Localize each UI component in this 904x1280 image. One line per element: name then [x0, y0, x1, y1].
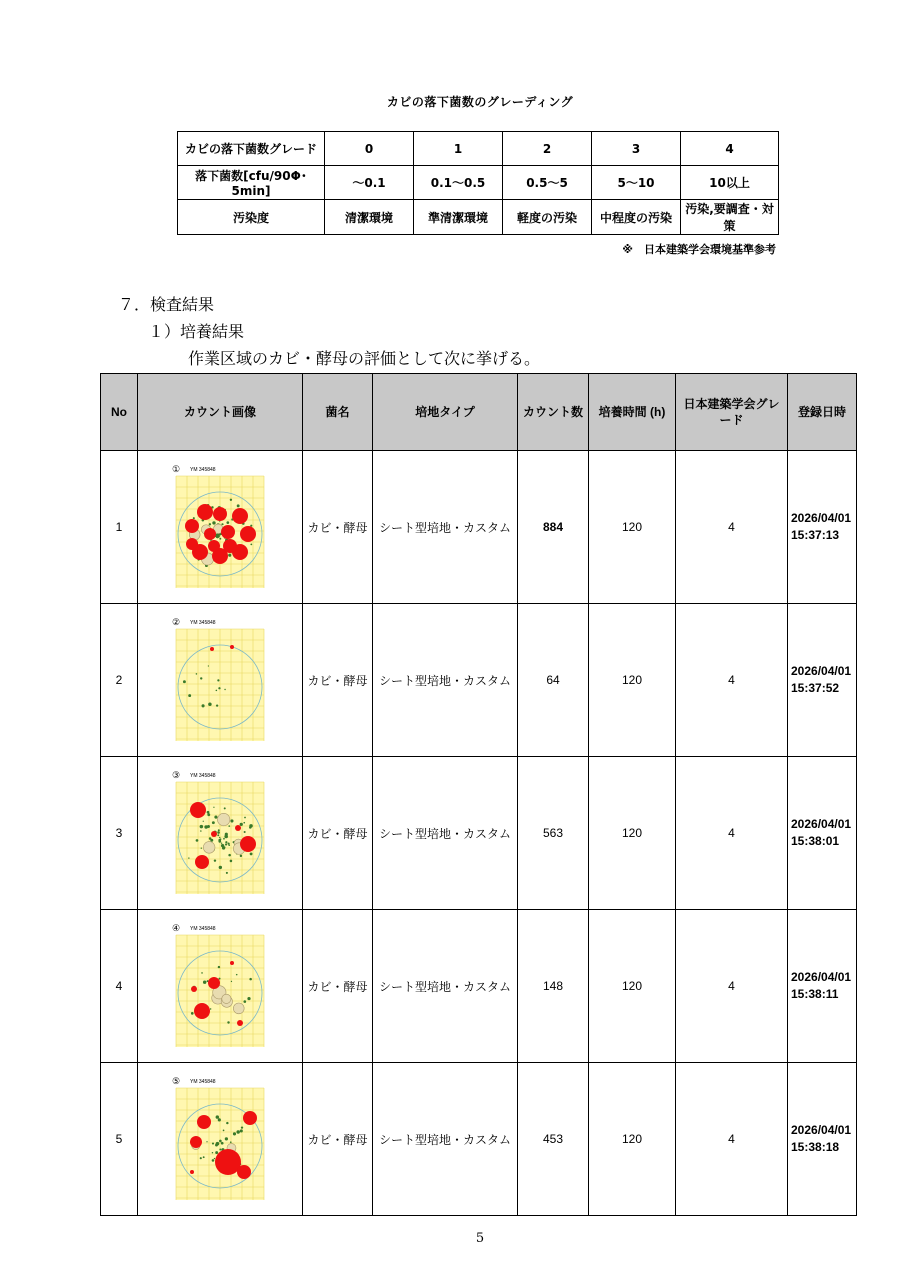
colony-speck — [236, 1130, 239, 1133]
cell-medium: シート型培地・カスタム — [373, 1063, 518, 1216]
colony-speck — [236, 974, 238, 976]
colony-speck — [219, 866, 222, 869]
cell-date — [788, 451, 857, 604]
colony-speck — [188, 857, 189, 858]
cell-date — [788, 604, 857, 757]
colony-red — [237, 1020, 243, 1026]
sheet-label: YM 345848 — [190, 467, 216, 473]
cell-grade: 4 — [676, 757, 788, 910]
colony-red — [237, 1165, 251, 1179]
section-description: 作業区域のカビ・酵母の評価として次に挙げる。 — [188, 349, 541, 368]
colony-speck — [206, 1141, 207, 1142]
grading-row-label: 汚染度 — [178, 200, 325, 235]
grading-cell: 5～10 — [592, 166, 681, 200]
header-name: 菌名 — [303, 374, 373, 451]
section-subheading: １）培養結果 — [148, 322, 245, 341]
sheet-label: YM 345848 — [190, 620, 216, 626]
colony-speck — [214, 816, 217, 819]
colony-speck — [228, 844, 230, 846]
colony-speck — [202, 704, 205, 707]
colony-red — [230, 961, 234, 965]
cell-count: 148 — [518, 910, 589, 1063]
colony-red — [211, 831, 217, 837]
colony-speck — [212, 1152, 213, 1153]
colony-speck — [216, 690, 218, 692]
petri-sheet-image — [170, 921, 270, 1051]
grading-cell: 0.5～5 — [503, 166, 592, 200]
header-grade: 日本建築学会グレード — [676, 374, 788, 451]
colony-speck — [209, 523, 211, 525]
colony-red — [235, 825, 241, 831]
colony-red — [197, 504, 213, 520]
colony-speck — [225, 841, 227, 843]
colony-speck — [240, 823, 243, 826]
header-hours: 培養時間 (h) — [589, 374, 676, 451]
colony-speck — [207, 813, 210, 816]
results-table — [100, 373, 857, 1216]
colony-speck — [240, 1129, 243, 1132]
colony-red — [190, 802, 206, 818]
colony-speck — [228, 554, 231, 557]
sample-mark: ④ — [172, 923, 181, 933]
colony-speck — [226, 1122, 228, 1124]
colony-speck — [210, 839, 213, 842]
cell-count: 884 — [518, 451, 589, 604]
colony-red — [240, 836, 256, 852]
colony-speck — [191, 1012, 194, 1015]
cell-no: 4 — [101, 910, 138, 1063]
sheet-label: YM 345848 — [190, 773, 216, 779]
colony-red — [208, 540, 220, 552]
cell-date — [788, 757, 857, 910]
colony-speck — [212, 1142, 214, 1144]
header-image: カウント画像 — [138, 374, 303, 451]
colony-speck — [214, 1158, 215, 1159]
cell-hours: 120 — [589, 910, 676, 1063]
colony-red — [190, 1170, 194, 1174]
grading-cell: 3 — [592, 132, 681, 166]
petri-sheet-image — [170, 615, 270, 745]
colony-red — [185, 519, 199, 533]
colony-speck — [193, 517, 195, 519]
colony-speck — [200, 1157, 202, 1159]
cell-name: カビ・酵母 — [303, 1063, 373, 1216]
grading-cell: 0.1～0.5 — [414, 166, 503, 200]
colony-red — [191, 986, 197, 992]
grading-cell: 10以上 — [681, 166, 779, 200]
colony-speck — [201, 847, 202, 848]
colony-speck — [183, 680, 186, 683]
header-medium: 培地タイプ — [373, 374, 518, 451]
colony-speck — [219, 837, 220, 838]
cell-medium: シート型培地・カスタム — [373, 910, 518, 1063]
cell-grade: 4 — [676, 451, 788, 604]
colony-speck — [222, 846, 225, 849]
colony-speck — [243, 1000, 246, 1003]
colony-red — [243, 1111, 257, 1125]
cell-date — [788, 1063, 857, 1216]
colony-speck — [244, 817, 246, 819]
cell-no: 3 — [101, 757, 138, 910]
colony-speck — [219, 978, 221, 980]
date-value: 2026/04/01 — [791, 970, 852, 984]
colony-speck — [214, 859, 216, 861]
cell-grade: 4 — [676, 604, 788, 757]
colony-speck — [218, 829, 220, 831]
colony-speck — [200, 677, 202, 679]
colony-speck — [249, 978, 252, 981]
grading-row-grade — [178, 132, 779, 166]
colony-speck — [221, 843, 222, 844]
cell-count: 453 — [518, 1063, 589, 1216]
colony-tan — [222, 994, 231, 1003]
colony-red — [232, 508, 248, 524]
sample-mark: ③ — [172, 770, 181, 780]
colony-tan — [217, 813, 229, 825]
colony-red — [204, 528, 216, 540]
grading-cell: 2 — [503, 132, 592, 166]
colony-speck — [212, 1159, 215, 1162]
time-value: 15:38:18 — [791, 1140, 840, 1154]
colony-speck — [207, 811, 210, 814]
colony-speck — [221, 523, 223, 525]
colony-red — [213, 507, 227, 521]
cell-hours: 120 — [589, 757, 676, 910]
colony-red — [197, 1115, 211, 1129]
colony-speck — [244, 831, 246, 833]
colony-speck — [208, 665, 209, 666]
cell-image — [138, 910, 303, 1063]
colony-speck — [212, 821, 215, 824]
cell-no: 2 — [101, 604, 138, 757]
colony-speck — [210, 1008, 211, 1009]
colony-speck — [227, 842, 229, 844]
colony-red — [190, 1136, 202, 1148]
colony-speck — [221, 1142, 224, 1145]
sample-mark: ⑤ — [172, 1076, 181, 1086]
colony-speck — [219, 1140, 222, 1143]
results-header-row — [101, 374, 857, 451]
sheet-label: YM 345848 — [190, 926, 216, 932]
grading-title: カビの落下菌数のグレーディング — [386, 95, 574, 109]
colony-speck — [226, 521, 229, 524]
grading-row-contamination — [178, 200, 779, 235]
colony-speck — [200, 830, 202, 832]
colony-speck — [224, 807, 226, 809]
cell-count: 64 — [518, 604, 589, 757]
sample-mark: ② — [172, 617, 181, 627]
grading-cell: 4 — [681, 132, 779, 166]
colony-red — [240, 526, 256, 542]
sample-mark: ① — [172, 464, 181, 474]
sheet-label: YM 345848 — [190, 1079, 216, 1085]
colony-speck — [217, 679, 219, 681]
colony-speck — [237, 504, 240, 507]
colony-speck — [215, 1144, 218, 1147]
time-value: 15:38:01 — [791, 834, 840, 848]
petri-sheet-image — [170, 462, 270, 592]
grading-row-count — [178, 166, 779, 200]
petri-sheet-image — [170, 768, 270, 898]
date-value: 2026/04/01 — [791, 817, 852, 831]
colony-red — [210, 647, 214, 651]
cell-image — [138, 451, 303, 604]
cell-grade: 4 — [676, 910, 788, 1063]
colony-speck — [230, 499, 232, 501]
cell-name: カビ・酵母 — [303, 757, 373, 910]
colony-speck — [219, 1148, 221, 1150]
colony-red — [208, 977, 220, 989]
colony-tan — [233, 1003, 244, 1014]
colony-speck — [215, 1151, 218, 1154]
colony-speck — [225, 1137, 228, 1140]
colony-speck — [241, 1126, 243, 1128]
colony-speck — [196, 839, 199, 842]
cell-date — [788, 910, 857, 1063]
cell-image — [138, 757, 303, 910]
grading-cell: 1 — [414, 132, 503, 166]
colony-speck — [230, 860, 233, 863]
colony-speck — [196, 673, 198, 675]
colony-speck — [200, 825, 203, 828]
colony-speck — [218, 966, 220, 968]
date-value: 2026/04/01 — [791, 664, 852, 678]
cell-no: 1 — [101, 451, 138, 604]
cell-grade: 4 — [676, 1063, 788, 1216]
colony-speck — [203, 980, 206, 983]
cell-image — [138, 604, 303, 757]
grading-cell: 中程度の汚染 — [592, 200, 681, 235]
time-value: 15:37:13 — [791, 528, 840, 542]
colony-speck — [203, 1156, 205, 1158]
colony-speck — [227, 1021, 229, 1023]
cell-name: カビ・酵母 — [303, 604, 373, 757]
colony-speck — [218, 1118, 221, 1121]
table-row — [101, 1063, 857, 1216]
colony-speck — [216, 704, 218, 706]
petri-sheet-image — [170, 1074, 270, 1204]
colony-red — [186, 538, 198, 550]
colony-speck — [188, 694, 191, 697]
colony-speck — [230, 819, 233, 822]
colony-speck — [223, 838, 225, 840]
colony-speck — [250, 853, 253, 856]
table-row — [101, 757, 857, 910]
colony-speck — [240, 855, 242, 857]
colony-speck — [217, 834, 219, 836]
table-row — [101, 604, 857, 757]
colony-speck — [203, 821, 204, 822]
colony-speck — [217, 831, 220, 834]
colony-speck — [247, 997, 250, 1000]
grading-cell: 準清潔環境 — [414, 200, 503, 235]
colony-speck — [228, 854, 231, 857]
colony-speck — [249, 824, 252, 827]
cell-image — [138, 1063, 303, 1216]
colony-red — [223, 539, 237, 553]
cell-hours: 120 — [589, 1063, 676, 1216]
cell-count: 563 — [518, 757, 589, 910]
colony-speck — [201, 972, 203, 974]
cell-no: 5 — [101, 1063, 138, 1216]
table-row — [101, 451, 857, 604]
grading-note: ※ 日本建築学会環境基準参考 — [622, 243, 776, 256]
grading-row-label: カビの落下菌数グレード — [178, 132, 325, 166]
cell-medium: シート型培地・カスタム — [373, 604, 518, 757]
grading-cell: ～0.1 — [325, 166, 414, 200]
cell-hours: 120 — [589, 604, 676, 757]
colony-red — [195, 855, 209, 869]
grading-cell: 清潔環境 — [325, 200, 414, 235]
grading-cell: 0 — [325, 132, 414, 166]
colony-speck — [208, 703, 212, 707]
time-value: 15:38:11 — [791, 987, 839, 1001]
grading-cell: 汚染,要調査・対策 — [681, 200, 779, 235]
colony-speck — [225, 843, 227, 845]
cell-name: カビ・酵母 — [303, 451, 373, 604]
cell-hours: 120 — [589, 451, 676, 604]
colony-speck — [220, 838, 222, 840]
header-count: カウント数 — [518, 374, 589, 451]
colony-speck — [219, 538, 221, 540]
colony-speck — [230, 1141, 232, 1143]
section-heading: ７．検査結果 — [118, 295, 215, 314]
colony-red — [194, 1003, 210, 1019]
colony-speck — [224, 689, 225, 690]
colony-speck — [213, 807, 214, 808]
colony-speck — [223, 1130, 225, 1132]
cell-medium: シート型培地・カスタム — [373, 451, 518, 604]
grading-table — [177, 131, 779, 235]
colony-speck — [216, 1115, 219, 1118]
colony-red — [230, 645, 234, 649]
colony-red — [221, 525, 235, 539]
colony-speck — [233, 1132, 236, 1135]
cell-medium: シート型培地・カスタム — [373, 757, 518, 910]
colony-speck — [243, 822, 245, 824]
colony-tan — [203, 842, 215, 854]
page-number: 5 — [475, 1231, 485, 1246]
colony-speck — [250, 543, 252, 545]
cell-name: カビ・酵母 — [303, 910, 373, 1063]
header-date: 登録日時 — [788, 374, 857, 451]
date-value: 2026/04/01 — [791, 511, 852, 525]
colony-speck — [204, 825, 208, 829]
table-row — [101, 910, 857, 1063]
colony-speck — [226, 872, 228, 874]
time-value: 15:37:52 — [791, 681, 840, 695]
colony-speck — [231, 981, 232, 982]
grading-cell: 軽度の汚染 — [503, 200, 592, 235]
grading-row-label: 落下菌数[cfu/90Φ･5min] — [178, 166, 325, 200]
colony-speck — [218, 687, 220, 689]
colony-speck — [212, 521, 215, 524]
date-value: 2026/04/01 — [791, 1123, 852, 1137]
header-no: No — [101, 374, 138, 451]
colony-speck — [224, 835, 228, 839]
colony-speck — [228, 825, 230, 827]
